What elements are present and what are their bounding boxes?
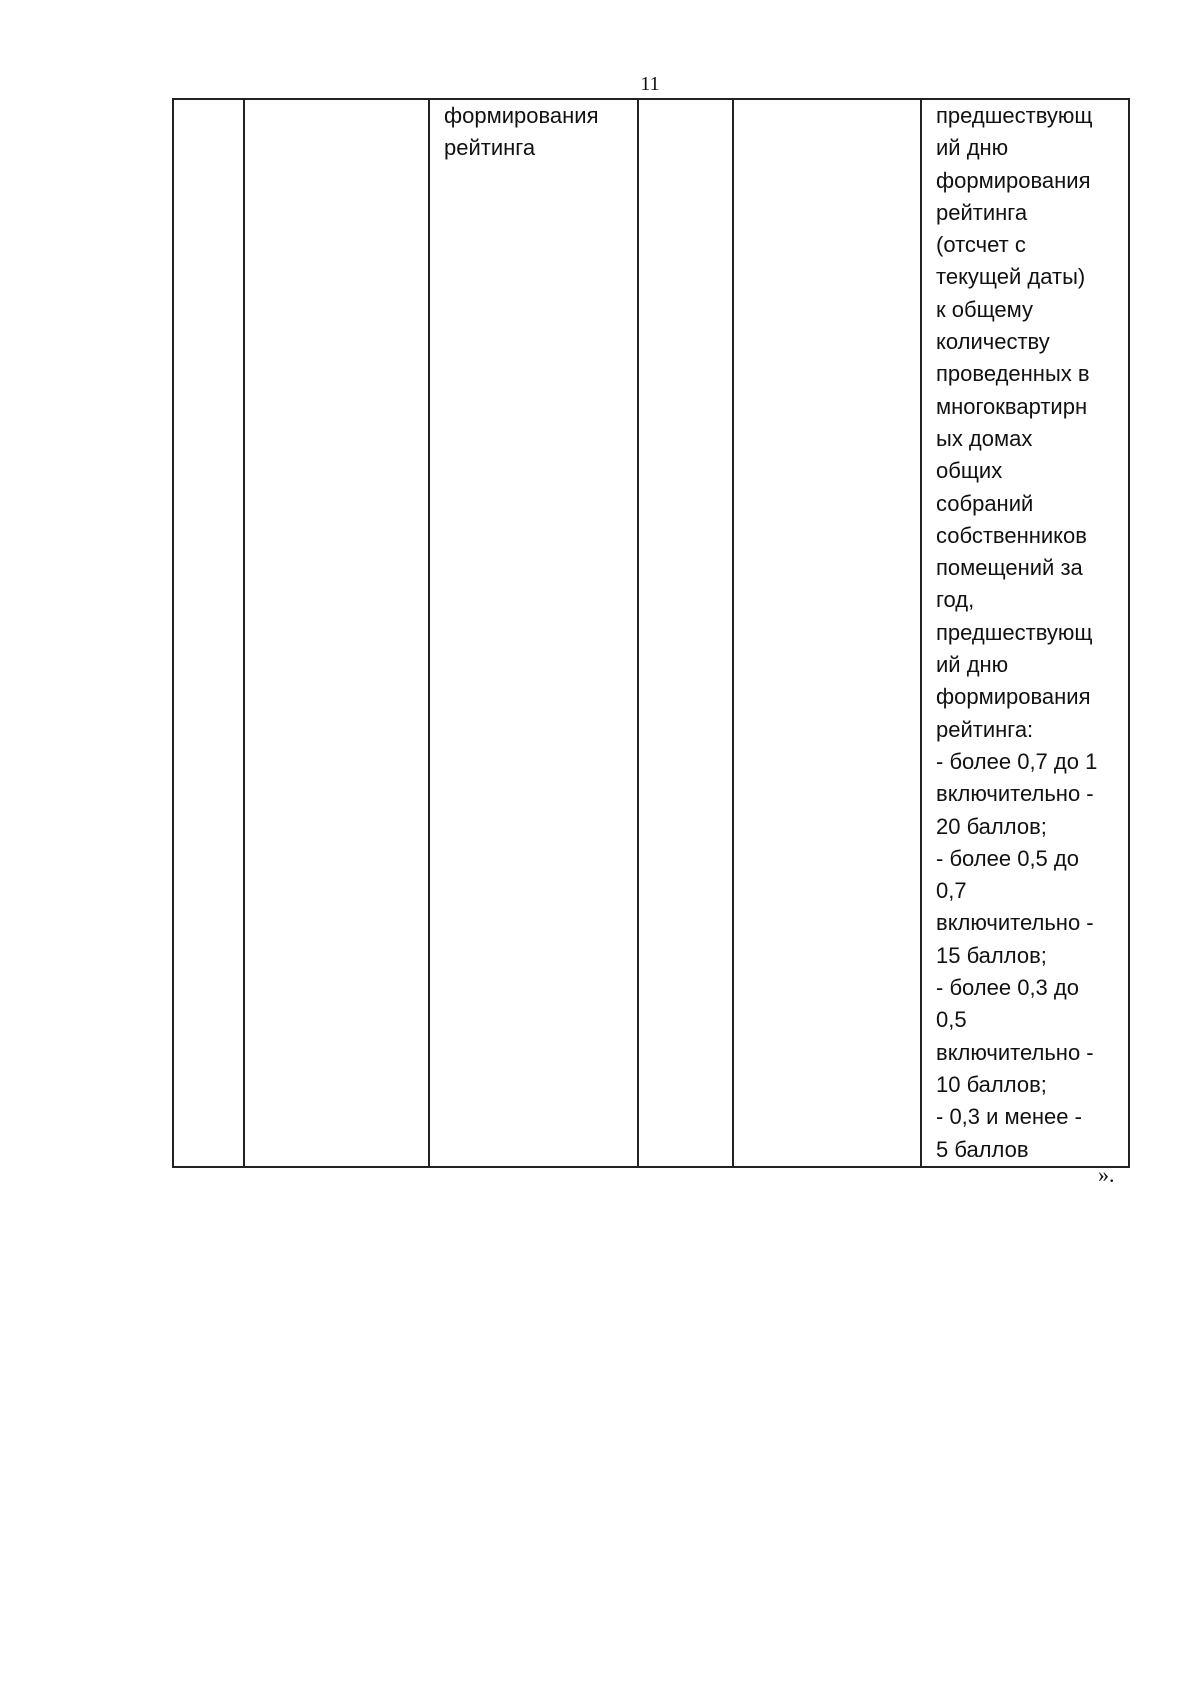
cell-text-line: 10 баллов;: [936, 1071, 1047, 1097]
cell-text-line: предшествующ: [936, 103, 1093, 128]
page-number: 11: [640, 73, 660, 95]
cell-text-line: формирования: [444, 103, 599, 128]
cell-text-line: рейтинга: [444, 135, 536, 161]
closing-quote-mark: ».: [1098, 1162, 1115, 1187]
cell-text-line: - более 0,5 до: [936, 845, 1079, 871]
table-cell-unit: [638, 99, 733, 1167]
cell-text-line: год,: [936, 587, 975, 613]
criteria-table: [172, 98, 1130, 1168]
cell-text-line: формирования: [936, 684, 1091, 710]
cell-text-line: - более 0,7 до 1: [936, 748, 1098, 774]
cell-text-line: включительно -: [936, 910, 1094, 936]
cell-text-line: рейтинга: [936, 199, 1028, 225]
cell-text-line: формирования: [936, 167, 1091, 193]
cell-text-line: ий дню: [936, 652, 1009, 678]
cell-text-line: количеству: [936, 329, 1050, 355]
table-cell-indicator: [429, 99, 638, 1167]
cell-text-line: 0,7: [936, 878, 967, 904]
table-cell-criterion: [244, 99, 429, 1167]
cell-text-line: 20 баллов;: [936, 813, 1047, 839]
cell-text-line: проведенных в: [936, 361, 1090, 387]
cell-text-line: текущей даты): [936, 264, 1086, 290]
cell-text-line: 0,5: [936, 1007, 967, 1033]
cell-text-line: общих: [936, 458, 1003, 484]
table-cell-scoring: [921, 99, 1129, 1167]
cell-text-line: многоквартирн: [936, 393, 1088, 419]
cell-text-line: 5 баллов: [936, 1136, 1029, 1162]
cell-text-line: собраний: [936, 490, 1034, 516]
cell-text-line: - более 0,3 до: [936, 975, 1079, 1001]
cell-text-line: ий дню: [936, 135, 1009, 161]
cell-text-line: помещений за: [936, 555, 1083, 581]
table-row: [173, 99, 1129, 1167]
cell-text-line: включительно -: [936, 781, 1094, 807]
table-cell-source: [733, 99, 921, 1167]
cell-text-line: (отсчет с: [936, 232, 1026, 258]
cell-text-line: к общему: [936, 296, 1034, 322]
cell-text-line: предшествующ: [936, 619, 1093, 645]
cell-text-line: включительно -: [936, 1039, 1094, 1065]
cell-text-line: ых домах: [936, 425, 1033, 451]
cell-text-line: собственников: [936, 522, 1087, 548]
cell-text-line: рейтинга:: [936, 716, 1034, 742]
cell-text-line: - 0,3 и менее -: [936, 1104, 1082, 1130]
cell-text-line: 15 баллов;: [936, 942, 1047, 968]
table-cell-number: [173, 99, 244, 1167]
